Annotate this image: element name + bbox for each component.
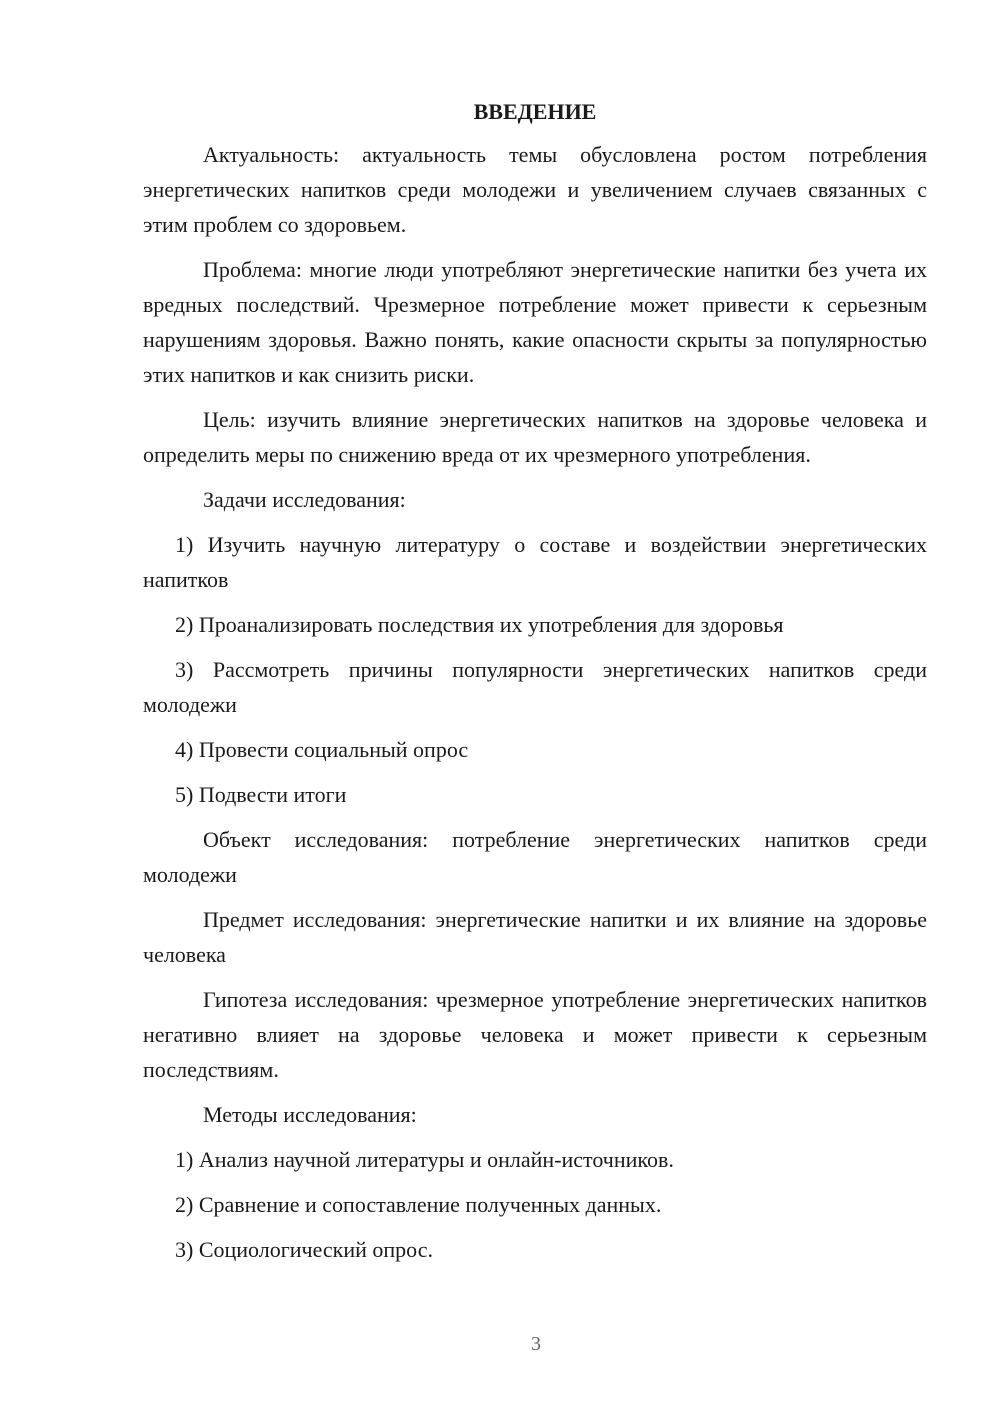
paragraph-relevance: Актуальность: актуальность темы обусловлена ростом потребления энергетических напитков среди молодежи и увеличением случаев связанных с этим проблем со здоровьем. [143,142,927,237]
methods-heading: Методы исследования: [203,1102,417,1127]
method-item: 2) Сравнение и сопоставление полученных данных. [175,1192,662,1217]
paragraph-goal: Цель: изучить влияние энергетических напитков на здоровье человека и определить меры по снижению вреда от их чрезмерного употребления. [143,407,927,467]
method-item: 3) Социологический опрос. [175,1237,433,1262]
paragraph-hypothesis: Гипотеза исследования: чрезмерное употребление энергетических напитков негативно влияет на здоровье человека и может привести к серьезным последствиям. [143,987,927,1082]
task-item: 4) Провести социальный опрос [175,737,469,762]
method-item: 1) Анализ научной литературы и онлайн-источников. [175,1147,674,1172]
paragraph-problem: Проблема: многие люди употребляют энергетические напитки без учета их вредных последствий. Чрезмерное потребление может привести к серьезным нарушениям здоровья. Важно понять, какие опасности скрыты за популярностью этих напитков и как снизить риски. [143,257,927,387]
section-title: ВВЕДЕНИЕ [473,99,597,124]
page-number: 3 [531,1333,541,1355]
task-item: 2) Проанализировать последствия их употребления для здоровья [175,612,784,637]
tasks-heading: Задачи исследования: [203,487,406,512]
page-content [143,94,927,1277]
task-item: 3) Рассмотреть причины популярности энергетических напитков среди молодежи [143,657,927,717]
paragraph-object: Объект исследования: потребление энергетических напитков среди молодежи [143,827,927,887]
paragraph-subject: Предмет исследования: энергетические напитки и их влияние на здоровье человека [143,907,927,967]
task-item: 5) Подвести итоги [175,782,347,807]
task-item: 1) Изучить научную литературу о составе и воздействии энергетических напитков [143,532,927,592]
